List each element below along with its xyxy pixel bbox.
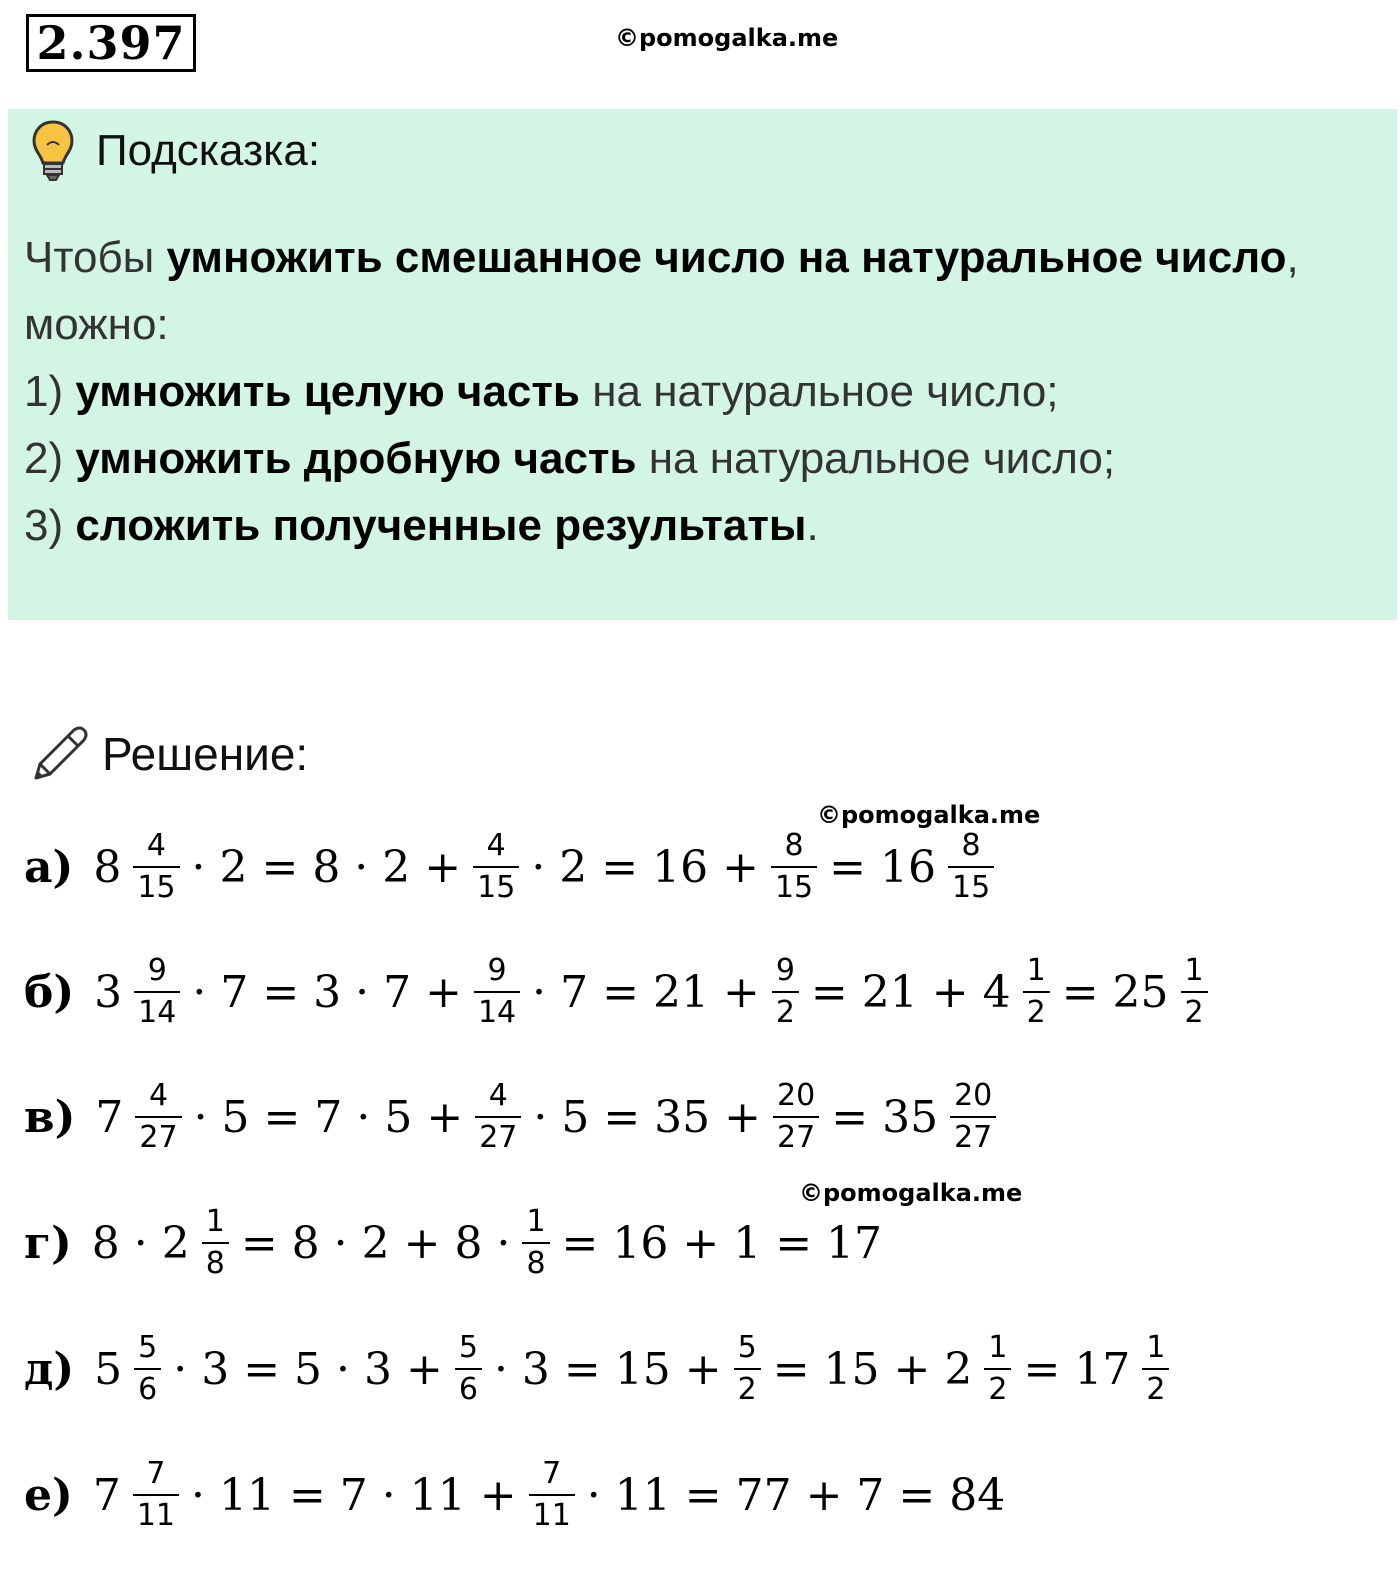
fraction — [134, 1330, 161, 1408]
fraction-denominator: 15 — [473, 866, 519, 906]
hint-step-3-num: 3) — [24, 501, 76, 550]
pencil-icon — [28, 722, 92, 786]
equation-label: г) — [24, 1217, 72, 1269]
fraction-numerator: 9 — [775, 953, 795, 988]
fraction — [529, 1456, 575, 1534]
fraction — [133, 1456, 179, 1534]
hint-step-2-rest: на натуральное число; — [636, 434, 1116, 483]
equation-term: · 2 = 8 · 2 + — [191, 841, 462, 893]
hint-line-1-suffix: , — [1286, 233, 1299, 282]
fraction-numerator: 1 — [526, 1204, 546, 1239]
equation-e — [24, 1456, 1011, 1534]
fraction — [134, 953, 180, 1031]
fraction-denominator: 15 — [771, 866, 817, 906]
equation-term: = 16 — [829, 841, 936, 893]
lightbulb-icon — [30, 119, 76, 183]
fraction-denominator: 6 — [134, 1368, 161, 1408]
equation-label: в) — [24, 1091, 76, 1143]
fraction-numerator: 7 — [146, 1456, 166, 1491]
solution-title-text: Решение: — [102, 728, 309, 780]
fraction-numerator: 1 — [205, 1204, 225, 1239]
fraction — [734, 1330, 761, 1408]
fraction — [475, 1078, 521, 1156]
watermark-middle: ©pomogalka.me — [817, 801, 1041, 829]
fraction-denominator: 14 — [474, 991, 520, 1031]
equation-d — [24, 1330, 1175, 1408]
fraction-denominator: 27 — [475, 1116, 521, 1156]
fraction-denominator: 11 — [529, 1494, 575, 1534]
equation-term: · 7 = 21 + — [532, 966, 760, 1018]
hint-step-1-num: 1) — [24, 367, 76, 416]
fraction-numerator: 8 — [784, 828, 804, 863]
equation-term: · 7 = 3 · 7 + — [192, 966, 462, 1018]
equation-term: = 21 + 4 — [810, 966, 1011, 1018]
fraction — [948, 828, 994, 906]
hint-text — [24, 224, 1389, 559]
hint-title — [30, 119, 320, 183]
fraction-numerator: 20 — [954, 1078, 993, 1113]
fraction-denominator: 2 — [734, 1368, 761, 1408]
task-number: 2.397 — [26, 14, 196, 72]
fraction-denominator: 6 — [455, 1368, 482, 1408]
equation-term: = 8 · 2 + 8 · — [240, 1217, 511, 1269]
fraction-numerator: 5 — [458, 1330, 478, 1365]
fraction-denominator: 14 — [134, 991, 180, 1031]
equation-g — [24, 1204, 888, 1282]
fraction-denominator: 2 — [772, 991, 799, 1031]
fraction — [473, 828, 519, 906]
equation-b — [24, 953, 1214, 1031]
fraction-numerator: 9 — [487, 953, 507, 988]
hint-step-3-rest: . — [806, 501, 819, 550]
hint-line-1-prefix: Чтобы — [24, 233, 167, 282]
equation-term: · 11 = 77 + 7 = 84 — [586, 1469, 1006, 1521]
fraction-numerator: 5 — [737, 1330, 757, 1365]
fraction-numerator: 8 — [961, 828, 981, 863]
fraction — [772, 953, 799, 1031]
fraction-denominator: 27 — [135, 1116, 181, 1156]
hint-line-1-bold: умножить смешанное число на натуральное число — [166, 233, 1287, 282]
hint-step-2-num: 2) — [24, 434, 76, 483]
equation-v — [24, 1078, 1002, 1156]
equation-term: = 35 — [831, 1091, 939, 1143]
fraction-numerator: 4 — [488, 1078, 508, 1113]
fraction-numerator: 1 — [1146, 1330, 1166, 1365]
fraction-numerator: 4 — [148, 1078, 169, 1113]
fraction-numerator: 1 — [988, 1330, 1008, 1365]
equation-term: 5 — [94, 1343, 123, 1395]
hint-step-3 — [24, 492, 1389, 559]
equation-label: е) — [24, 1469, 73, 1521]
hint-title-text: Подсказка: — [96, 126, 321, 175]
watermark-bottom: ©pomogalka.me — [799, 1179, 1023, 1207]
fraction — [522, 1204, 549, 1282]
equation-term: 8 — [93, 841, 122, 893]
equation-term: · 2 = 16 + — [531, 841, 759, 893]
fraction-numerator: 4 — [486, 828, 506, 863]
equation-term: = 15 + 2 — [772, 1343, 973, 1395]
equation-term: 3 — [94, 966, 123, 1018]
fraction — [455, 1330, 482, 1408]
fraction — [202, 1204, 229, 1282]
equation-label: б) — [24, 966, 75, 1018]
equation-term: · 5 = 7 · 5 + — [193, 1091, 464, 1143]
fraction — [135, 1078, 181, 1156]
equation-term: 8 · 2 — [91, 1217, 190, 1269]
watermark-top: ©pomogalka.me — [615, 24, 839, 52]
fraction-denominator: 2 — [1142, 1368, 1169, 1408]
fraction — [771, 828, 817, 906]
fraction-denominator: 27 — [773, 1116, 819, 1156]
equation-term: · 3 = 5 · 3 + — [173, 1343, 443, 1395]
equation-label: д) — [24, 1343, 75, 1395]
fraction — [773, 1078, 819, 1156]
fraction-denominator: 8 — [522, 1242, 549, 1282]
fraction — [984, 1330, 1011, 1408]
hint-line-2: можно: — [24, 300, 169, 349]
equation-term: · 3 = 15 + — [493, 1343, 722, 1395]
fraction-denominator: 2 — [1181, 991, 1208, 1031]
equation-term: 7 — [95, 1091, 124, 1143]
hint-line-1 — [24, 224, 1389, 291]
hint-step-3-bold: сложить полученные результаты — [75, 501, 807, 550]
solution-title — [28, 722, 308, 786]
fraction-numerator: 20 — [777, 1078, 816, 1113]
fraction — [1023, 953, 1050, 1031]
fraction-denominator: 15 — [948, 866, 994, 906]
hint-box — [8, 109, 1397, 620]
fraction-denominator: 27 — [950, 1116, 996, 1156]
fraction — [1181, 953, 1208, 1031]
fraction — [950, 1078, 996, 1156]
fraction-denominator: 2 — [1023, 991, 1050, 1031]
fraction-denominator: 8 — [202, 1242, 229, 1282]
fraction-numerator: 4 — [146, 828, 166, 863]
fraction-numerator: 7 — [542, 1456, 562, 1491]
fraction-numerator: 5 — [138, 1330, 158, 1365]
hint-step-1-rest: на натуральное число; — [579, 367, 1059, 416]
hint-step-1 — [24, 358, 1389, 425]
equation-term: = 16 + 1 = 17 — [561, 1217, 883, 1269]
equation-term: = 17 — [1023, 1343, 1131, 1395]
fraction — [474, 953, 520, 1031]
hint-step-2-bold: умножить дробную часть — [75, 434, 637, 483]
equation-label: а) — [24, 841, 74, 893]
fraction-denominator: 11 — [133, 1494, 179, 1534]
fraction — [1142, 1330, 1169, 1408]
fraction-numerator: 1 — [1026, 953, 1046, 988]
fraction-numerator: 1 — [1184, 953, 1204, 988]
equation-term: · 11 = 7 · 11 + — [191, 1469, 517, 1521]
fraction-denominator: 2 — [984, 1368, 1011, 1408]
hint-step-2 — [24, 425, 1389, 492]
fraction-denominator: 15 — [133, 866, 179, 906]
hint-step-1-bold: умножить целую часть — [75, 367, 580, 416]
equation-term: · 5 = 35 + — [533, 1091, 762, 1143]
fraction — [133, 828, 179, 906]
fraction-numerator: 9 — [147, 953, 167, 988]
equation-a — [24, 828, 1000, 906]
equation-term: 7 — [92, 1469, 121, 1521]
equation-term: = 25 — [1061, 966, 1169, 1018]
